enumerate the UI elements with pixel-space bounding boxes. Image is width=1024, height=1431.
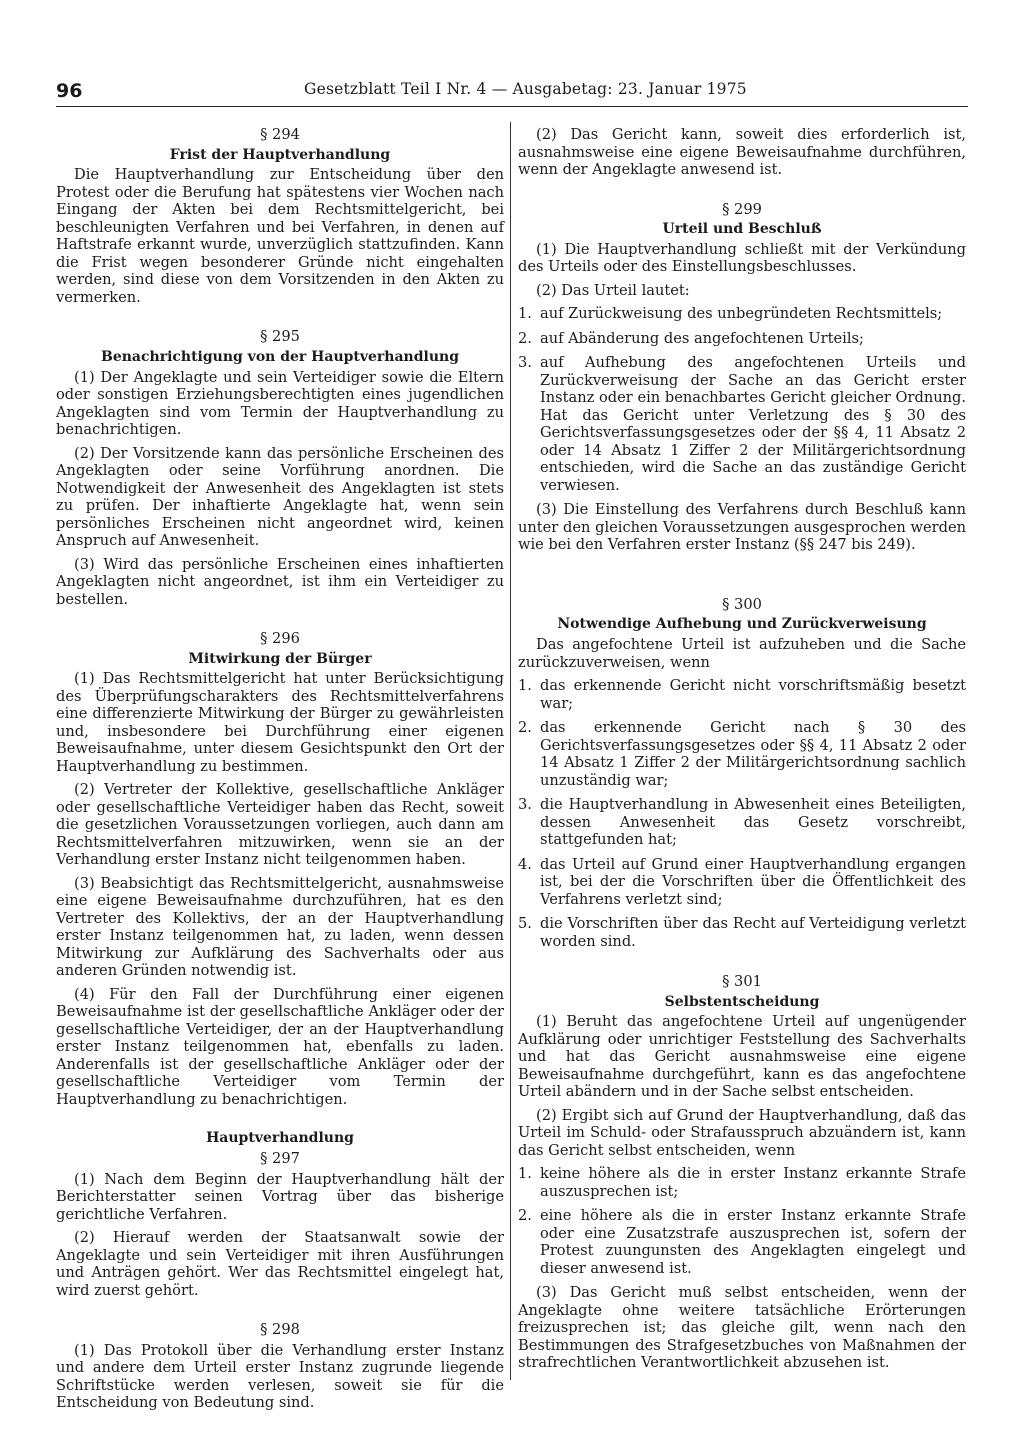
paragraph: Die Hauptverhandlung zur Entscheidung über den Protest oder die Berufung hat spätestens vier Wochen nach Eingang der Akten bei dem Rechtsmittelgericht, bei beschleunigten Verfahren und bei Verfahren, in denen auf Haftstrafe erkannt wurde, unverzüglich stattzufinden. Kann die Frist wegen besonderer Gründe nicht eingehalten werden, sind diese von dem Vorsitzenden in den Akten zu vermerken. [56,166,504,306]
list-item-number: 1. [518,677,532,695]
list-item-text: die Hauptverhandlung in Abwesenheit eines Beteiligten, dessen Anwesenheit das Gesetz vorschreibt, stattgefunden hat; [540,796,966,849]
section-title: Urteil und Beschluß [662,221,822,237]
list-item [518,856,966,909]
list-item-number: 4. [518,855,532,873]
list-item [518,1207,966,1277]
section-title: Selbstentscheidung [664,993,820,1010]
section-295 [56,328,504,608]
list-item-text: die Vorschriften über das Recht auf Verteidigung verletzt worden sind. [540,915,966,950]
list-item [518,354,966,494]
gazette-title: Gesetzblatt Teil I Nr. 4 — Ausgabetag: 23. Januar 1975 [304,80,747,98]
paragraph: (1) Das Rechtsmittelgericht hat unter Berücksichtigung des Überprüfungscharakters des Rechtsmittelverfahrens eine differenzierte Mitwirkung der Bürger zu gewährleisten und, insbesondere bei Durchführung einer eigenen Beweisaufnahme, unter diesem Gesichtspunkt den Ort der Hauptverhandlung zu bestimmen. [56,670,504,775]
paragraph: (3) Die Einstellung des Verfahrens durch Beschluß kann unter den gleichen Voraussetzungen ausgesprochen werden wie bei den Verfahren erster Instanz (§§ 247 bis 249). [518,501,966,554]
paragraph: (1) Das Protokoll über die Verhandlung erster Instanz und andere dem Urteil erster Instanz zugrunde liegende Schriftstücke werden verlesen, soweit sie für die Entscheidung von Bedeutung sind. [56,1341,504,1412]
paragraph: (1) Beruht das angefochtene Urteil auf ungenügender Aufklärung oder unrichtiger Feststellung des Sachverhalts und hat das Gericht ausnahmsweise eine eigene Beweisaufnahme durchgeführt, kann es das angefochtene Urteil abändern und in der Sache selbst entscheiden. [518,1013,966,1101]
list-item-number: 1. [518,305,532,323]
section-number: § 296 [260,630,300,648]
paragraph: (3) Beabsichtigt das Rechtsmittelgericht, ausnahmsweise eine eigene Beweisaufnahme durchzuführen, hat es den Vertreter des Kollektivs, der an der Hauptverhandlung erster Instanz teilgenommen hat, zu laden, wenn dessen Mitwirkung zur Aufklärung des Sachverhalts oder aus anderen Gründen notwendig ist. [56,874,504,980]
list-item-text: keine höhere als die in erster Instanz erkannte Strafe auszusprechen ist; [540,1165,966,1200]
section-title: Notwendige Aufhebung und Zurückverweisung [557,616,927,633]
list-item-text: auf Zurückweisung des unbegründeten Rechtsmittels; [540,305,943,323]
list-item-text: auf Aufhebung des angefochtenen Urteils und Zurückverweisung der Sache an das Gericht erster Instanz oder ein benachbartes Gericht gleicher Ordnung. Hat das Gericht unter Verletzung des § 30 des Gerichtsverfassungsgesetzes oder der §§ 4, 11 Absatz 2 oder 14 Absatz 1 Ziffer 2 der Militärgerichtsordnung entschieden, wird die Sache an das zuständige Gericht verwiesen. [540,354,966,494]
paragraph: (2) Der Vorsitzende kann das persönliche Erscheinen des Angeklagten oder seine Vorführung anordnen. Die Notwendigkeit der Anwesenheit des Angeklagten ist stets zu prüfen. Der inhaftierte Angeklagte hat, wenn sein persönliches Erscheinen nicht angeordnet wird, keinen Anspruch auf Anwesenheit. [56,444,504,550]
section-title: Mitwirkung der Bürger [188,650,372,667]
paragraph: (2) Das Gericht kann, soweit dies erforderlich ist, ausnahmsweise eine eigene Beweisaufnahme durchführen, wenn der Angeklagte anwesend ist. [518,126,966,178]
list-item-number: 3. [518,796,532,814]
paragraph: (1) Die Hauptverhandlung schließt mit der Verkündung des Urteils oder des Einstellungsbeschlusses. [518,240,966,276]
paragraph: (2) Das Urteil lautet: [536,281,690,299]
list-item-number: 5. [518,915,532,933]
section-number: § 299 [722,200,762,218]
paragraph: (3) Wird das persönliche Erscheinen eines inhaftierten Angeklagten nicht angeordnet, ist ihm ein Verteidiger zu bestellen. [56,555,504,608]
section-300 [518,596,966,950]
section-number: § 295 [260,328,300,346]
section-297 [56,1150,504,1299]
paragraph: (4) Für den Fall der Durchführung einer eigenen Beweisaufnahme ist der gesellschaftliche Ankläger oder der gesellschaftliche Verteidiger, der an der Hauptverhandlung erster Instanz teilgenommen hat, ebenfalls zu laden. Anderenfalls ist der gesellschaftliche Ankläger oder der gesellschaftliche Verteidiger vom Termin der Hauptverhandlung zu benachrichtigen. [56,985,504,1108]
list-item-number: 2. [518,329,532,347]
paragraph: (2) Ergibt sich auf Grund der Hauptverhandlung, daß das Urteil im Schuld- oder Strafausspruch abzuändern ist, kann das Gericht selbst entscheiden, wenn [518,1106,966,1159]
section-301 [518,973,966,1372]
list-item [518,1165,966,1200]
section-number: § 300 [722,595,762,613]
list-item [518,677,966,712]
section-298 [56,1321,504,1412]
section-294 [56,126,504,306]
paragraph: (2) Hierauf werden der Staatsanwalt sowie der Angeklagte und sein Verteidiger mit ihren Ausführungen und Anträgen gehört. Wer das Rechtsmittel eingelegt hat, wird zuerst gehört. [56,1229,504,1299]
chapter-heading: Hauptverhandlung [206,1130,354,1147]
left-column [56,126,504,1418]
list-item [518,719,966,789]
paragraph: (1) Nach dem Beginn der Hauptverhandlung hält der Berichterstatter seinen Vortrag über das bisherige gerichtliche Verfahren. [56,1170,504,1223]
section-number: § 297 [260,1150,300,1168]
list-item [518,915,966,950]
paragraph: (1) Der Angeklagte und sein Verteidiger sowie die Eltern oder sonstigen Erziehungsberechtigten eines jugendlichen Angeklagten sind vom Termin der Hauptverhandlung zu benachrichtigen. [56,368,504,439]
paragraph: (3) Das Gericht muß selbst entscheiden, wenn der Angeklagte ohne weitere tatsächliche Erörterungen freizusprechen ist; das gleiche gilt, wenn nach den Bestimmungen des Strafgesetzbuches von Maßnahmen der strafrechtlichen Verantwortlichkeit abzusehen ist. [518,1284,966,1372]
list-item [518,305,966,323]
list-item-text: eine höhere als die in erster Instanz erkannte Strafe oder eine Zusatzstrafe auszusprechen ist, sofern der Protest zuungunsten des Angeklagten eingelegt und dieser anwesend ist. [540,1207,966,1277]
list-item-text: das erkennende Gericht nicht vorschriftsmäßig besetzt war; [540,677,966,712]
list-item-number: 1. [518,1165,532,1183]
section-number: § 294 [260,126,300,143]
list-item [518,796,966,849]
section-299 [518,201,966,554]
list-item-number: 3. [518,354,532,372]
section-title: Benachrichtigung von der Hauptverhandlung [101,348,459,365]
section-number: § 298 [260,1321,300,1339]
list-item-text: auf Abänderung des angefochtenen Urteils; [540,329,864,347]
column-divider [510,122,511,1380]
section-296 [56,630,504,1108]
list-item-text: das Urteil auf Grund einer Hauptverhandlung ergangen ist, bei der die Vorschriften über die Öffentlichkeit des Verfahrens verletzt sind; [540,855,966,908]
page-number: 96 [56,80,83,102]
page-header [56,76,968,107]
list-item [518,330,966,348]
list-item-text: das erkennende Gericht nach § 30 des Gerichtsverfassungsgesetzes oder §§ 4, 11 Absatz 2 oder 14 Absatz 1 Ziffer 2 der Militärgerichtsordnung sachlich unzuständig war; [540,719,966,789]
list-item-number: 2. [518,719,532,737]
section-title: Frist der Hauptverhandlung [169,146,391,163]
right-column [518,126,966,1378]
paragraph: Das angefochtene Urteil ist aufzuheben und die Sache zurückzuverweisen, wenn [518,636,966,671]
paragraph: (2) Vertreter der Kollektive, gesellschaftliche Ankläger oder gesellschaftliche Verteidiger haben das Recht, soweit die gesetzlichen Voraussetzungen vorliegen, auch dann am Rechtsmittelverfahren mitzuwirken, wenn sie an der Verhandlung erster Instanz nicht teilgenommen haben. [56,781,504,869]
section-number: § 301 [722,973,762,991]
list-item-number: 2. [518,1207,532,1225]
